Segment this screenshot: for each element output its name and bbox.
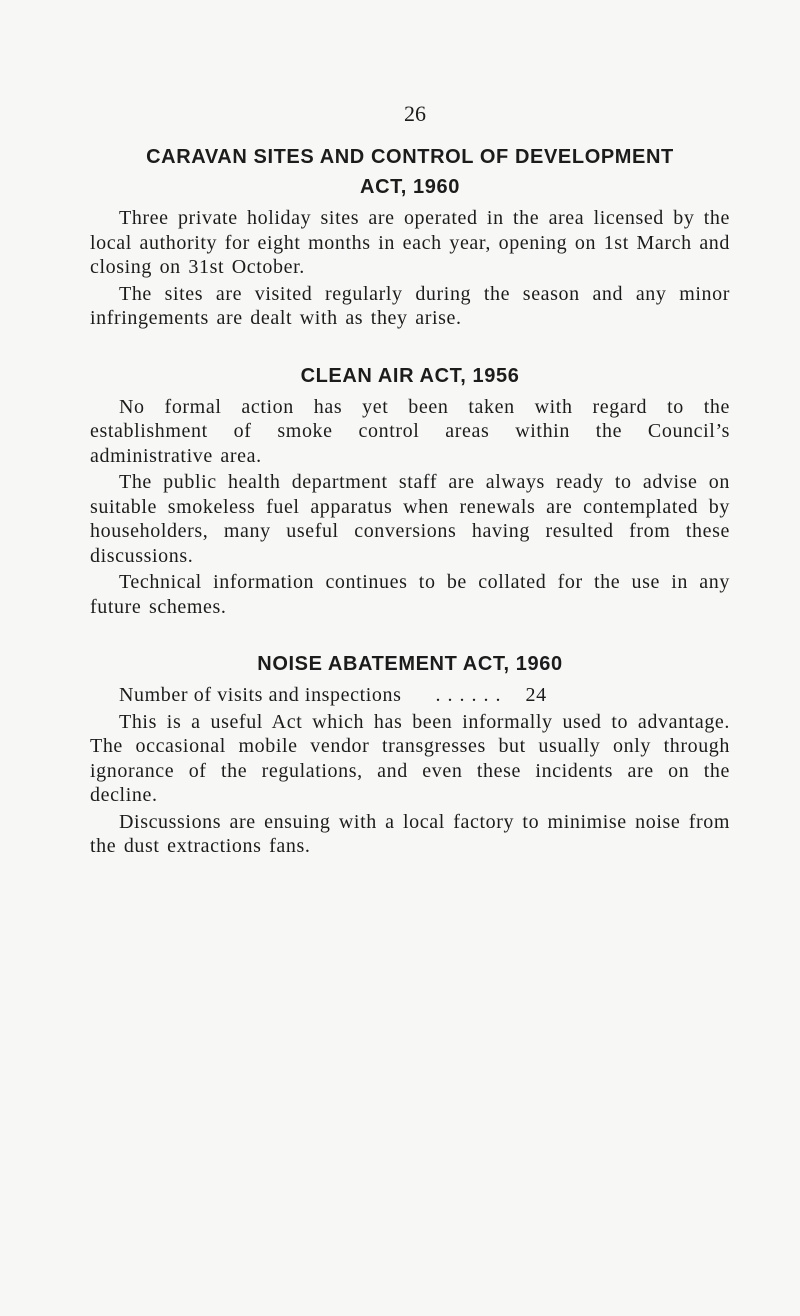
paragraph: The public health department staff are always ready to advise on suitable smokeless fuel apparatus when renewals are contemplated by householders, many useful conversions having resulted from these discussions. (90, 471, 730, 567)
paragraph: Technical information continues to be collated for the use in any future schemes. (90, 571, 730, 618)
paragraph: The sites are visited regularly during the season and any minor infringements are dealt with as they arise. (90, 282, 730, 329)
stat-value: 24 (525, 684, 547, 706)
page-number: 26 (404, 101, 426, 126)
section-heading-clean-air: CLEAN AIR ACT, 1956 (300, 364, 520, 387)
paragraph: This is a useful Act which has been informally used to advantage. The occasional mobile vendor transgresses but usually only through ignorance of the regulations, and even these incidents are on the decline. (90, 710, 730, 806)
section-heading-noise-abatement: NOISE ABATEMENT ACT, 1960 (257, 653, 563, 675)
stat-label: Number of visits and inspections (119, 684, 402, 706)
paragraph: Discussions are ensuing with a local factory to minimise noise from the dust extractions fans. (90, 810, 730, 857)
dot-leader: . . . . . . (435, 684, 502, 706)
heading-line-1: CARAVAN SITES AND CONTROL OF DEVELOPMENT (146, 146, 674, 168)
section-caravan-sites (90, 142, 730, 331)
paragraph: Three private holiday sites are operated in the area licensed by the local authority for eight months in each year, opening on 1st March and closing on 31st October. (90, 207, 730, 278)
document-page (90, 100, 730, 859)
heading-line-2: ACT, 1960 (360, 176, 460, 198)
section-noise-abatement (90, 649, 730, 859)
stat-row-visits (90, 683, 730, 708)
section-clean-air (90, 361, 730, 620)
section-heading-caravan-sites (90, 142, 730, 202)
paragraph: No formal action has yet been taken with regard to the establishment of smoke control areas within the Council’s administrative area. (90, 395, 730, 467)
